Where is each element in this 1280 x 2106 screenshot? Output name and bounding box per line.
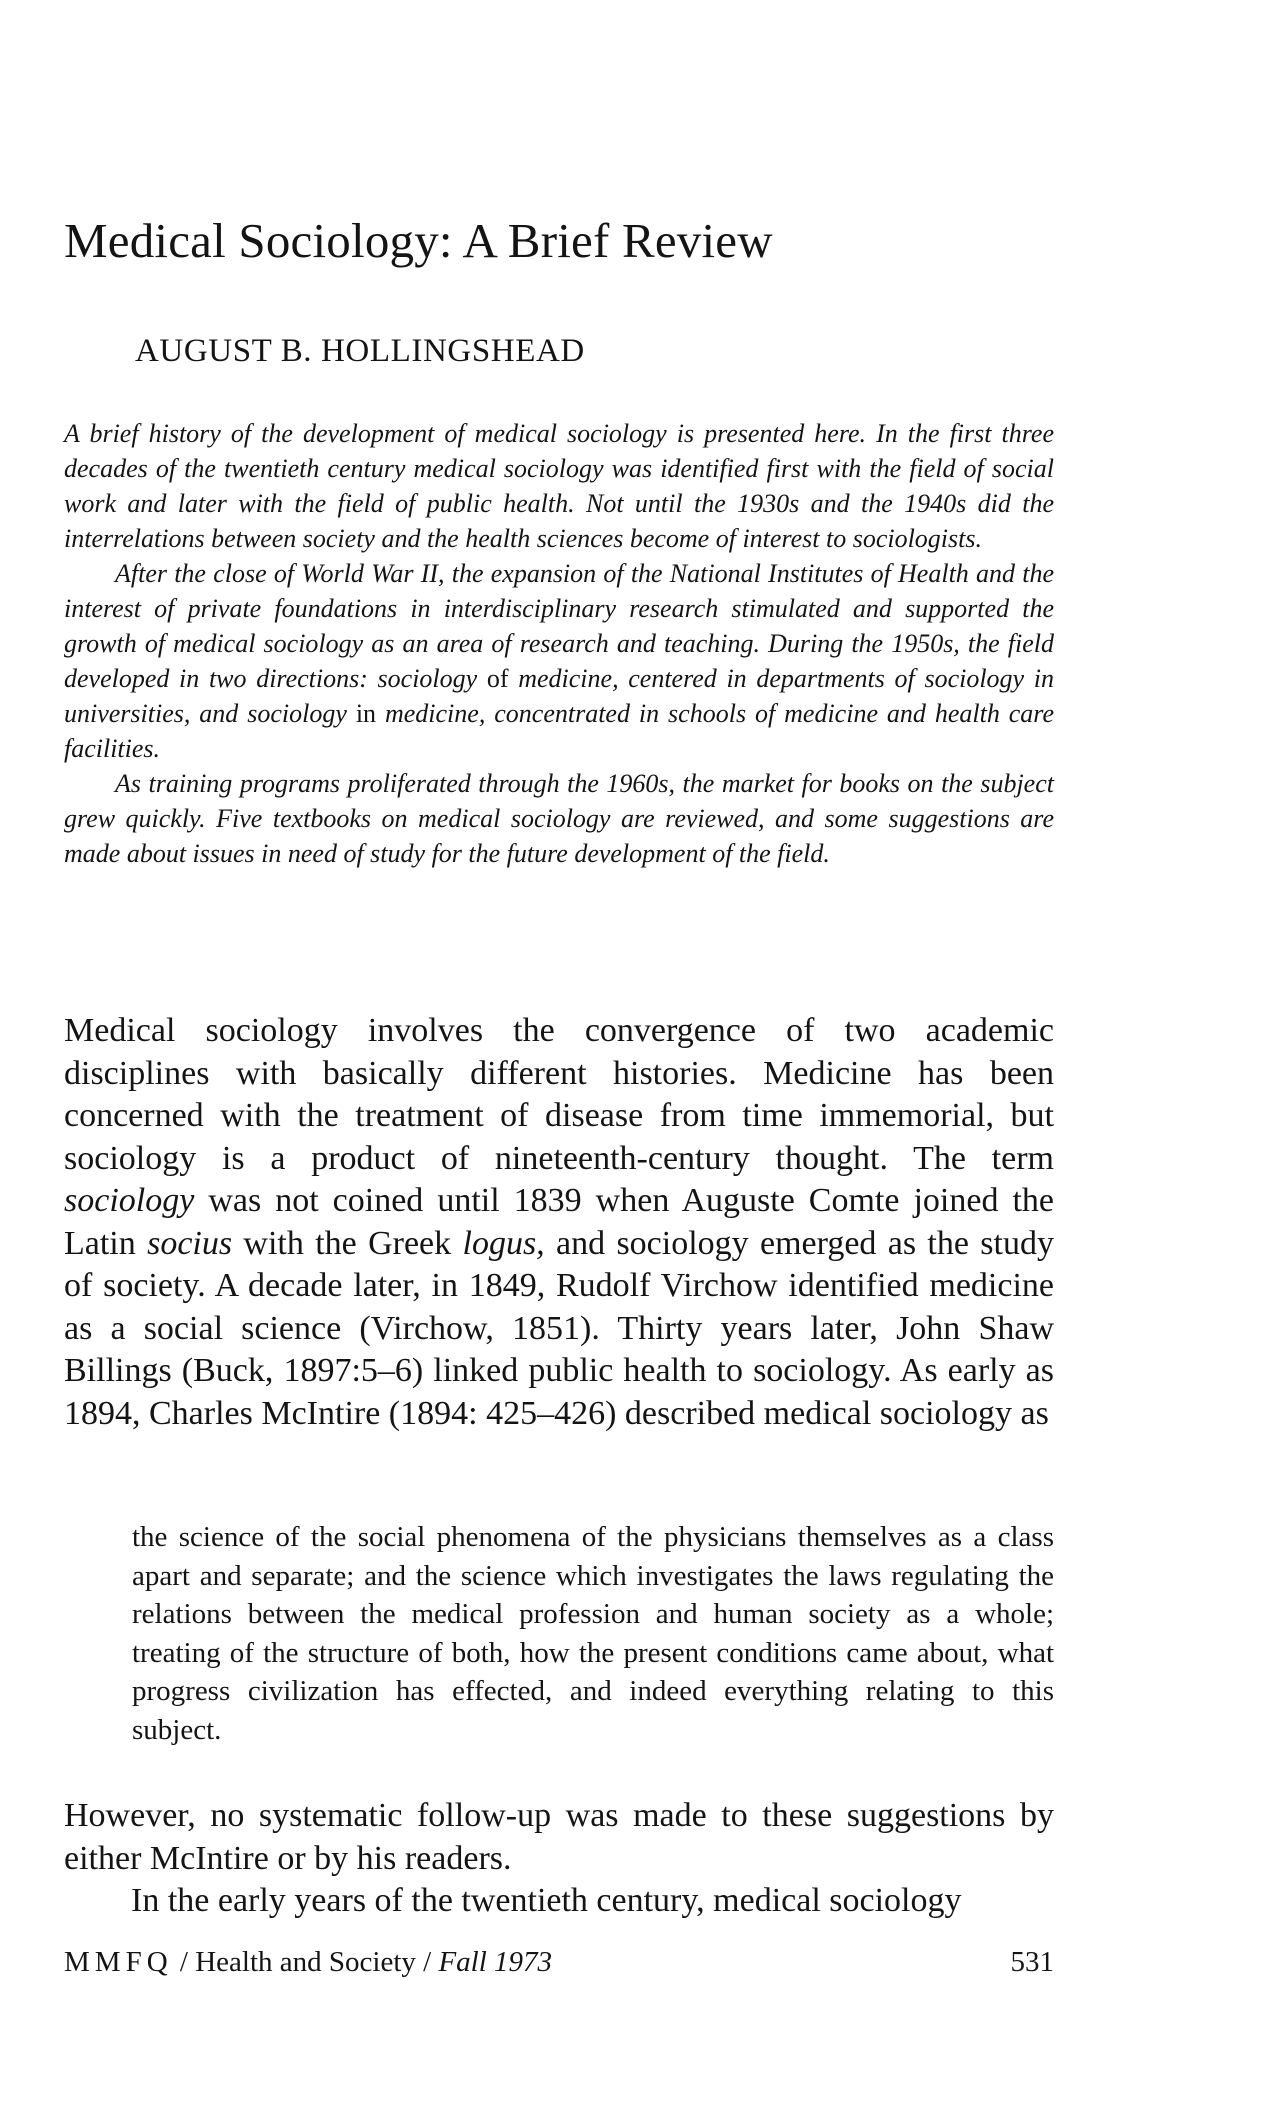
body-p1-term-sociology: sociology [64, 1182, 195, 1219]
body-paragraph-3: In the early years of the twentieth century, medical sociology [131, 1882, 962, 1919]
abstract [64, 416, 1054, 871]
abstract-paragraph-1: A brief history of the development of medical sociology is presented here. In the first three decades of the twentieth century medical sociology was identified first with the field of social work and later with the field of public health. Not until the 1930s and the 1940s did the interrelations between society and the health sciences become of interest to sociologists. [64, 419, 1054, 553]
abstract-p2-text-c: medicine, concentrated in schools of medicine and health care facilities. [64, 699, 1054, 763]
body-section-1 [64, 1010, 1054, 1435]
body-section-2 [64, 1795, 1054, 1923]
journal-citation [64, 1944, 552, 1980]
body-p1-text-c: with the Greek [232, 1224, 463, 1262]
abstract-p2-of: of [486, 664, 509, 693]
journal-name: Health and Society [195, 1946, 416, 1978]
body-p1-text-d: and sociology emerged as the study of society. A decade later, in 1849, Rudolf Virchow identified medicine as a social science (Virchow, 1851). Thirty years later, John Shaw Billings (Buck, 1897:5–6) linked public health to sociology. As early as 1894, Charles McIntire (1894: 425–426) described medical sociology as [64, 1224, 1054, 1432]
body-p1-term-logus: logus, [462, 1224, 545, 1262]
abstract-p2-text-a: After the close of World War II, the expansion of the National Institutes of Health and the interest of private foundations in interdisciplinary research stimulated and supported the growth of medical sociology as an area of research and teaching. During the 1950s, the field developed in two directions: sociology [64, 559, 1054, 693]
journal-issue: Fall 1973 [438, 1946, 553, 1978]
body-paragraph-2: However, no systematic follow-up was made to these suggestions by either McIntire or by his readers. [64, 1797, 1054, 1877]
abstract-p2-text-b: medicine, centered in departments of sociology in universities, and sociology [64, 664, 1054, 728]
body-p1-term-socius: socius [147, 1224, 233, 1262]
abstract-paragraph-2 [64, 556, 1054, 766]
abstract-p2-in: in [355, 699, 377, 728]
article-author: AUGUST B. HOLLINGSHEAD [135, 333, 585, 369]
body-paragraph-1 [64, 1010, 1054, 1435]
article-title: Medical Sociology: A Brief Review [64, 213, 773, 268]
block-quote [132, 1518, 1054, 1749]
footer-separator-1: / [172, 1946, 196, 1978]
journal-abbreviation: MMFQ [64, 1946, 173, 1978]
page-number: 531 [1010, 1946, 1054, 1978]
abstract-paragraph-3: As training programs proliferated through the 1960s, the market for books on the subject grew quickly. Five textbooks on medical sociology are reviewed, and some suggestions are made about issues in need of study for the future development of the field. [64, 769, 1054, 868]
block-quote-text: the science of the social phenomena of the physicians themselves as a class apart and separate; and the science which investigates the laws regulating the relations between the medical profession and human society as a whole; treating of the structure of both, how the present conditions came about, what progress civilization has effected, and indeed everything relating to this subject. [132, 1521, 1054, 1746]
body-p1-text-a: Medical sociology involves the convergence of two academic disciplines with basically different histories. Medicine has been concerned with the treatment of disease from time immemorial, but sociology is a product of nineteenth-century thought. The term [64, 1012, 1054, 1177]
footer-separator-2: / [415, 1946, 439, 1978]
body-p1-text-b: was not coined until 1839 when Auguste Comte joined the Latin [64, 1182, 1054, 1262]
